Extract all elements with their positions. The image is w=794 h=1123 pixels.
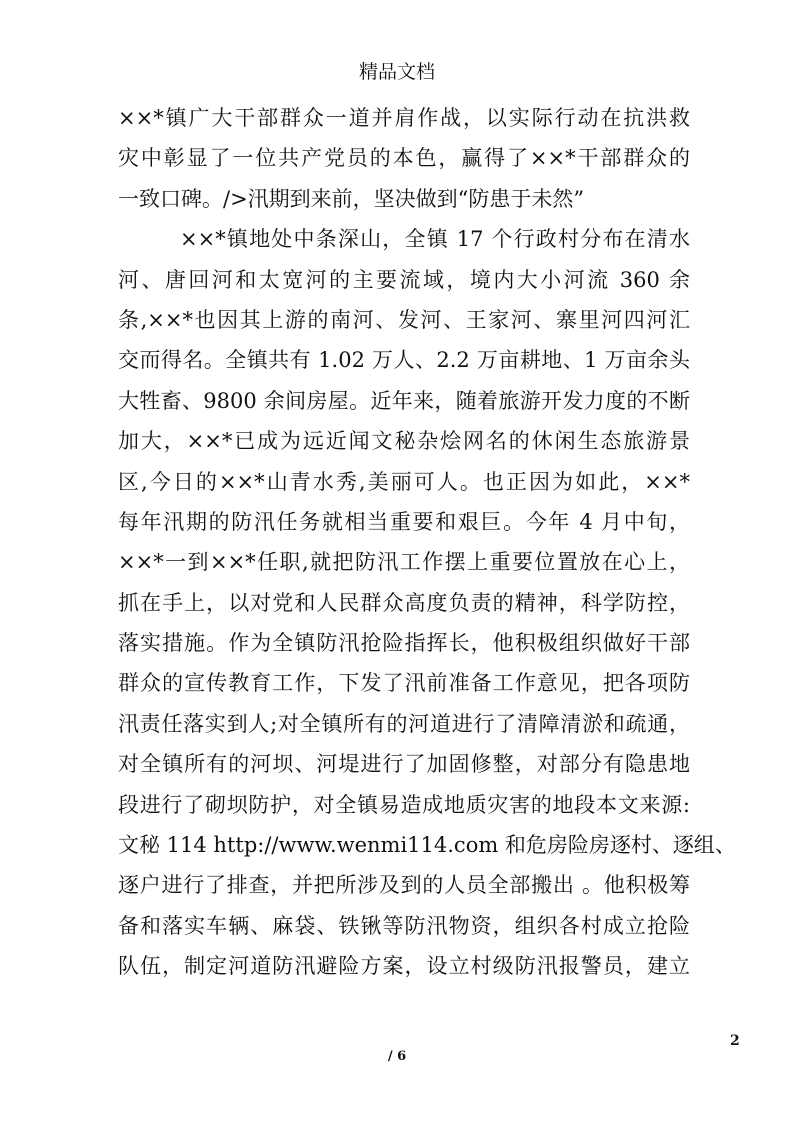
text-line: 段进行了砌坝防护，对全镇易造成地质灾害的地段本文来源: xyxy=(118,792,690,817)
text-line: ××*镇地处中条深山，全镇 17 个行政村分布在清水 xyxy=(180,227,690,252)
text-line: 区,今日的××*山青水秀,美丽可人。也正因为如此，××* xyxy=(118,469,690,494)
text-line: 交而得名。全镇共有 1.02 万人、2.2 万亩耕地、1 万亩余头 xyxy=(118,348,690,373)
text-line: 灾中彰显了一位共产党员的本色，赢得了××*干部群众的 xyxy=(118,146,690,171)
text-line: 逐户进行了排查，并把所涉及到的人员全部搬出 。他积极筹 xyxy=(118,873,690,898)
text-line: 大牲畜、9800 余间房屋。近年来，随着旅游开发力度的不断 xyxy=(118,388,690,413)
text-line: 群众的宣传教育工作，下发了汛前准备工作意见，把各项防 xyxy=(118,671,690,696)
text-line: 河、唐回河和太宽河的主要流域，境内大小河流 360 余 xyxy=(118,267,690,292)
text-line: 抓在手上，以对党和人民群众高度负责的精神，科学防控， xyxy=(118,590,690,615)
text-line: 每年汛期的防汛任务就相当重要和艰巨。今年 4 月中旬， xyxy=(118,509,690,534)
header-title: 精品文档 xyxy=(358,61,435,83)
page-total: / 6 xyxy=(387,1049,407,1064)
page-header xyxy=(0,58,794,86)
text-line: 文秘 114 http://www.wenmi114.com 和危房险房逐村、逐组、 xyxy=(118,833,736,858)
text-line: 条,××*也因其上游的南河、发河、王家河、寨里河四河汇 xyxy=(118,307,690,332)
text-line: 队伍，制定河道防汛避险方案，设立村级防汛报警员，建立 xyxy=(118,954,690,979)
text-line: ××*镇广大干部群众一道并肩作战，以实际行动在抗洪救 xyxy=(118,106,690,130)
document-body xyxy=(118,98,736,987)
text-line: 汛责任落实到人;对全镇所有的河道进行了清障清淤和疏通， xyxy=(118,711,690,736)
page-number: 2 xyxy=(730,1033,740,1049)
text-line: 一致口碑。/>汛期到来前，坚决做到“防患于未然” xyxy=(118,186,585,211)
text-line: ××*一到××*任职,就把防汛工作摆上重要位置放在心上， xyxy=(118,550,690,575)
text-line: 备和落实车辆、麻袋、铁锹等防汛物资，组织各村成立抢险 xyxy=(118,913,690,938)
text-line: 落实措施。作为全镇防汛抢险指挥长，他积极组织做好干部 xyxy=(118,631,690,656)
text-line: 加大，××*已成为远近闻文秘杂烩网名的休闲生态旅游景 xyxy=(118,429,690,454)
text-line: 对全镇所有的河坝、河堤进行了加固修整，对部分有隐患地 xyxy=(118,752,690,777)
